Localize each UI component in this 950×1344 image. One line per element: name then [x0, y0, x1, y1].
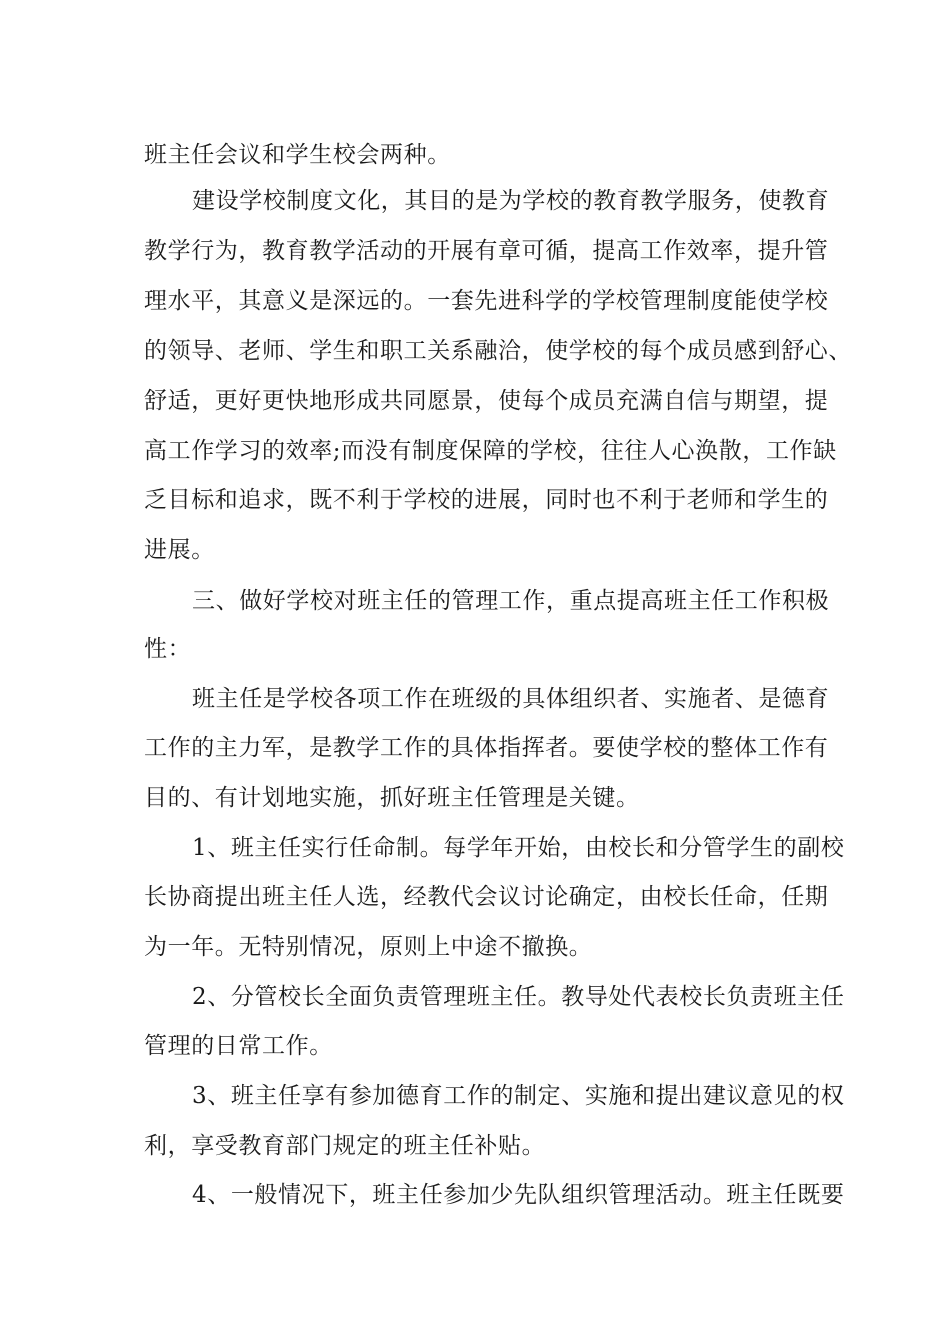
- text-line: 利，享受教育部门规定的班主任补贴。: [144, 1133, 546, 1159]
- text-line: 3、班主任享有参加德育工作的制定、实施和提出建议意见的权: [192, 1083, 845, 1109]
- text-line: 管理的日常工作。: [144, 1033, 333, 1059]
- text-line: 乏目标和追求，既不利于学校的进展，同时也不利于老师和学生的: [144, 487, 829, 513]
- text-line: 高工作学习的效率;而没有制度保障的学校，往往人心涣散，工作缺: [144, 438, 837, 464]
- text-line: 的领导、老师、学生和职工关系融洽，使学校的每个成员感到舒心、: [144, 338, 852, 364]
- text-line: 教学行为，教育教学活动的开展有章可循，提高工作效率，提升管: [144, 238, 829, 264]
- text-line: 工作的主力军，是教学工作的具体指挥者。要使学校的整体工作有: [144, 735, 829, 761]
- text-line: 理水平，其意义是深远的。一套先进科学的学校管理制度能使学校: [144, 288, 829, 314]
- text-line: 进展。: [144, 537, 215, 563]
- text-line: 班主任是学校各项工作在班级的具体组织者、实施者、是德育: [192, 686, 830, 712]
- text-line: 2、分管校长全面负责管理班主任。教导处代表校长负责班主任: [192, 984, 845, 1010]
- text-line: 建设学校制度文化，其目的是为学校的教育教学服务，使教育: [192, 188, 830, 214]
- text-line: 为一年。无特别情况，原则上中途不撤换。: [144, 934, 593, 960]
- text-line: 目的、有计划地实施，抓好班主任管理是关键。: [144, 785, 640, 811]
- text-line: 长协商提出班主任人选，经教代会议讨论确定，由校长任命，任期: [144, 884, 829, 910]
- text-line: 性：: [144, 636, 192, 662]
- text-line: 4、一般情况下，班主任参加少先队组织管理活动。班主任既要: [192, 1182, 845, 1208]
- text-line: 舒适，更好更快地形成共同愿景，使每个成员充满自信与期望，提: [144, 388, 829, 414]
- text-line: 1、班主任实行任命制。每学年开始，由校长和分管学生的副校: [192, 835, 845, 861]
- text-line: 三、做好学校对班主任的管理工作，重点提高班主任工作积极: [192, 588, 830, 614]
- text-line: 班主任会议和学生校会两种。: [144, 142, 451, 168]
